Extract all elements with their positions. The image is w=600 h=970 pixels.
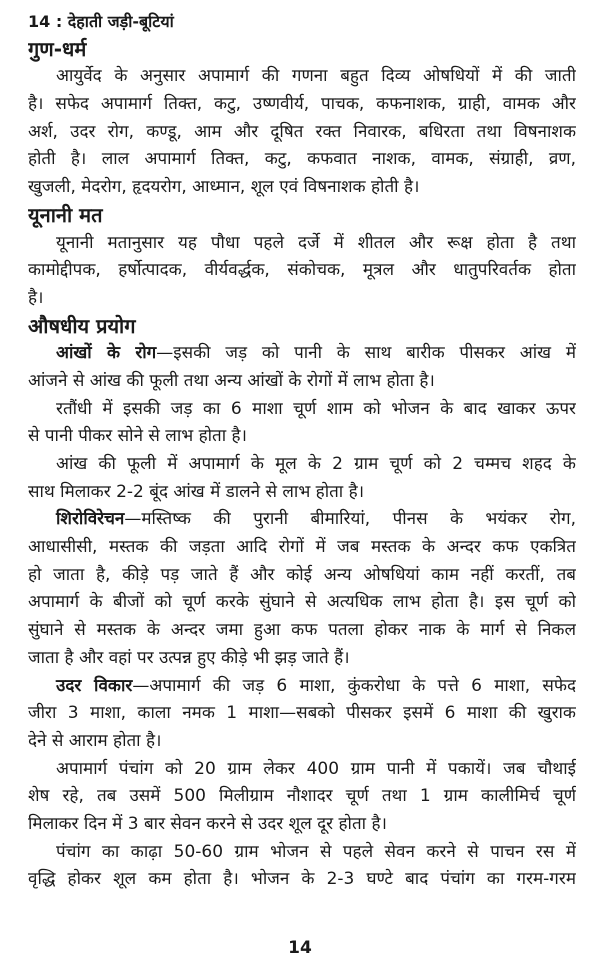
run-in-term: उदर विकार: [56, 675, 133, 696]
line-text: जीरा 3 माशा, काला नमक 1 माशा—सबको पीसकर इसमें 6 माशा की खुराक: [28, 703, 576, 724]
text-line: [28, 866, 576, 894]
text-line: [28, 589, 576, 617]
line-text: —मस्तिष्क की पुरानी बीमारियां, पीनस के भयंकर रोग,: [124, 509, 576, 530]
running-header: [28, 8, 576, 36]
text-line: [28, 534, 576, 562]
text-line: [28, 396, 576, 424]
line-text: कामोद्दीपक, हर्षोत्पादक, वीर्यवर्द्धक, संकोचक, मूत्रल और धातुपरिवर्तक होता: [28, 260, 576, 281]
line-text: आंजने से आंख की फूली तथा अन्य आंखों के रोगों में लाभ होता है।: [28, 370, 435, 391]
line-text: आंख की फूली में अपामार्ग के मूल के 2 ग्राम चूर्ण को 2 चम्मच शहद के: [56, 454, 576, 474]
line-text: यूनानी मत: [28, 202, 103, 227]
line-text: अर्श, उदर रोग, कण्डू, आम और दूषित रक्त निवारक, बधिरता तथा विषनाशक: [28, 121, 576, 142]
line-text: से पानी पीकर सोने से लाभ होता है।: [28, 426, 247, 447]
line-text: पंचांग का काढ़ा 50-60 ग्राम भोजन से पहले सेवन करने से पाचन रस में: [56, 841, 576, 862]
line-text: साथ मिलाकर 2-2 बूंद आंख में डालने से लाभ होता है।: [28, 481, 365, 502]
text-line: [28, 562, 576, 590]
text-line: [28, 506, 576, 534]
run-in-term: शिरोविरेचन: [56, 509, 125, 530]
line-text: यूनानी मतानुसार यह पौधा पहले दर्जे में शीतल और रूक्ष होता है तथा: [56, 232, 576, 253]
line-text: होती है। लाल अपामार्ग तिक्त, कटु, कफवात नाशक, वामक, संग्राही, व्रण,: [28, 149, 576, 170]
text-line: [28, 257, 576, 285]
line-text: जाता है और वहां पर उत्पन्न हुए कीड़े भी झड़ जाते हैं।: [28, 647, 350, 668]
text-line: [28, 645, 576, 673]
text-line: [28, 119, 576, 147]
text-line: [28, 783, 576, 811]
section-heading: [28, 313, 576, 341]
line-text: मिलाकर दिन में 3 बार सेवन करने से उदर शूल दूर होता है।: [28, 813, 387, 834]
line-text: अपामार्ग पंचांग को 20 ग्राम लेकर 400 ग्राम पानी में पकायें। जब चौथाई: [56, 758, 576, 779]
run-in-term: आंखों के रोग: [56, 343, 157, 364]
text-line: [28, 340, 576, 368]
text-line: [28, 91, 576, 119]
line-text: —अपामार्ग की जड़ 6 माशा, कुंकरोधा के पत्ते 6 माशा, सफेद: [132, 675, 576, 696]
line-text: खुजली, मेदरोग, हृदयरोग, आध्मान, शूल एवं विषनाशक होती है।: [28, 177, 420, 198]
line-text: औषधीय प्रयोग: [28, 313, 136, 338]
text-line: [28, 63, 576, 91]
text-line: [28, 423, 576, 451]
line-text: है।: [28, 287, 44, 308]
line-text: 14 : देहाती जड़ी-बूटियां: [28, 12, 174, 31]
line-text: वृद्धि होकर शूल कम होता है। भोजन के 2-3 घण्टे बाद पंचांग का गरम-गरम: [28, 869, 576, 890]
section-heading: [28, 36, 576, 64]
line-text: आयुर्वेद के अनुसार अपामार्ग की गणना बहुत दिव्य ओषधियों में की जाती: [56, 66, 576, 87]
text-line: [28, 756, 576, 784]
text-line: [28, 811, 576, 839]
text-line: [28, 479, 576, 507]
text-line: [28, 673, 576, 701]
text-line: [28, 728, 576, 756]
text-line: [28, 700, 576, 728]
line-text: रतौंधी में इसकी जड़ का 6 माशा चूर्ण शाम को भोजन के बाद खाकर ऊपर: [56, 398, 576, 419]
page-body: [28, 8, 576, 894]
line-text: देने से आराम होता है।: [28, 730, 162, 751]
line-text: आधासीसी, मस्तक की जड़ता आदि रोगों में जब मस्तक के अन्दर कफ एकत्रित: [28, 537, 576, 558]
line-text: है। सफेद अपामार्ग तिक्त, कटु, उष्णवीर्य, पाचक, कफनाशक, ग्राही, वामक और: [28, 94, 576, 115]
section-heading: [28, 202, 576, 230]
page-number: 14: [288, 938, 312, 958]
text-line: [28, 451, 576, 479]
text-line: [28, 839, 576, 867]
text-line: [28, 617, 576, 645]
line-text: —इसकी जड़ को पानी के साथ बारीक पीसकर आंख में: [156, 343, 576, 364]
line-text: शेष रहे, तब उसमें 500 मिलीग्राम नौशादर चूर्ण तथा 1 ग्राम कालीमिर्च चूर्ण: [28, 786, 576, 807]
text-line: [28, 146, 576, 174]
text-line: [28, 368, 576, 396]
text-line: [28, 230, 576, 258]
text-line: [28, 285, 576, 313]
line-text: गुण-धर्म: [28, 36, 87, 61]
line-text: अपामार्ग के बीजों को चूर्ण करके सुंघाने से अत्यधिक लाभ होता है। इस चूर्ण को: [28, 592, 576, 613]
line-text: हो जाता है, कीड़े पड़ जाते हैं और कोई अन्य ओषधियां काम नहीं करतीं, तब: [28, 564, 576, 585]
line-text: सुंघाने से मस्तक के अन्दर जमा हुआ कफ पतला होकर नाक के मार्ग से निकल: [28, 620, 576, 641]
text-line: [28, 174, 576, 202]
